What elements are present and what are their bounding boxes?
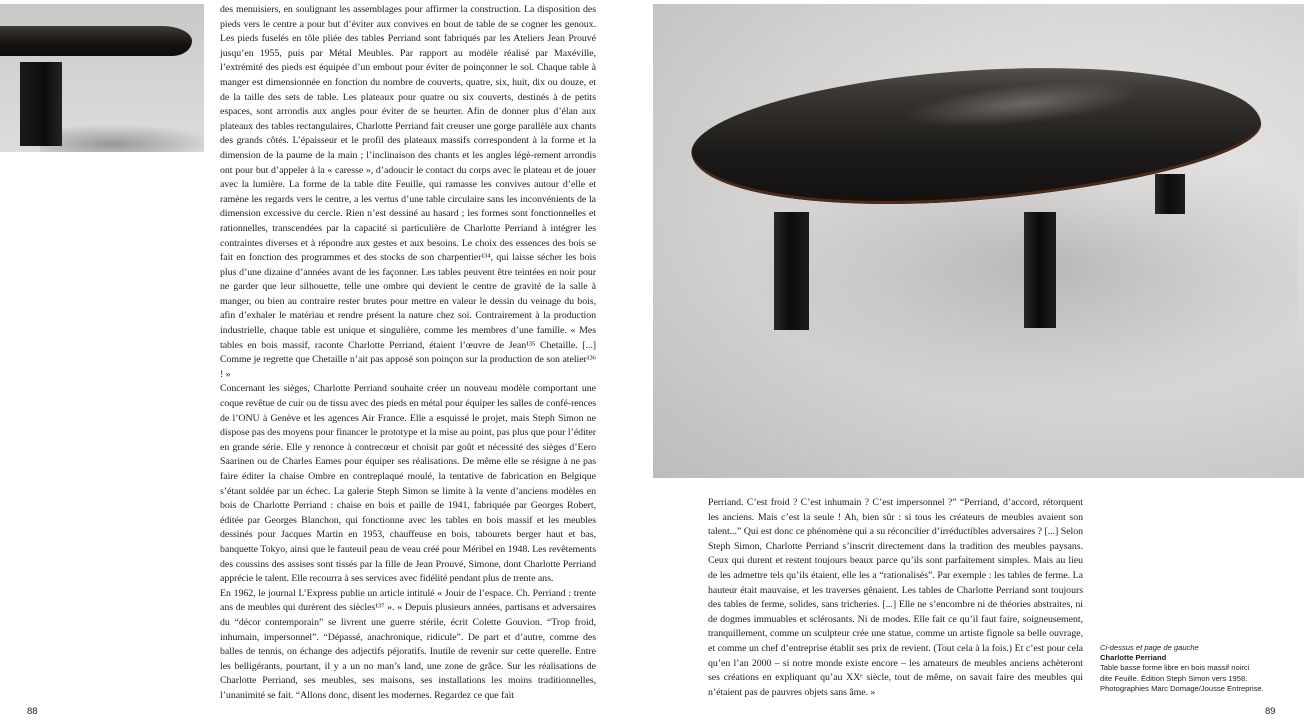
caption-line-1: Table basse forme libre en bois massif noirci [1100, 663, 1250, 673]
right-paragraph-1: Perriand. C’est froid ? C’est inhumain ? C’est impersonnel ?” “Perriand, d’accord, rétorquent les anciens. Mais c’est la seule ! Ah, bien sûr : si tous les créateurs de meubles avaient son talent...” Qui est donc ce phénomène qui a su réconcilier d’irréductibles adversaires ? [...] Selon Steph Simon, Charlotte Perriand s’inscrit directement dans la tradition des meubles paysans. Ceux qui durent et restent toujours beaux parce qu’ils sont parfaitement simples. Mais au lieu de les admettre tels qu’ils étaient, elle les a “rationalisés”. Par exemple : les tables de ferme. La hauteur était mauvaise, et les traverses gênaient. Les tables de Charlotte Perriand sont toujours des tables de ferme, solides, sans tricheries. [...] Elle ne s’encombre ni de théories abstraites, ni de dogmes immuables et sclérosants. Ni de modes. Elle fait ce qu’il faut faire, soigneusement, tranquillement, comme un sculpteur crée une statue, comme un artiste fignole sa belle ouvrage, et comme un chef d’entreprise établit ses prix de revient. (Tout cela à la fois.) Et c’est pour cela qu’en l’an 2000 – si notre monde existe encore – les amateurs de meubles anciens achèteront ses créations en expliquant qu’au XXᵉ siècle, tout de même, on savait faire des meubles qui n’étaient pas de pauvres objets sans âme. » [708, 497, 1083, 698]
photo-shadow [40, 124, 204, 152]
right-text-column [708, 496, 1083, 700]
page-number-right: 89 [1265, 706, 1276, 717]
feuille-table-photo [653, 4, 1304, 478]
table-leg-front-right [1024, 212, 1056, 328]
photo-table-foot [20, 62, 62, 146]
caption-context: Ci-dessus et page de gauche [1100, 643, 1199, 652]
caption-line-3: Photographies Marc Domage/Jousse Entreprise. [1100, 683, 1264, 693]
caption-line-2: dite Feuille. Édition Steph Simon vers 1958. [1100, 673, 1248, 683]
table-leg-front-left [774, 212, 809, 330]
photo-table-top [0, 26, 192, 56]
page-number-left: 88 [27, 706, 38, 717]
left-paragraph-2: Concernant les sièges, Charlotte Perriand souhaite créer un nouveau modèle comportant une coque revêtue de cuir ou de tissu avec des pieds en métal pour équiper les salles de confé-rences de l’ONU à Genève et les agences Air France. Elle a esquissé le projet, mais Steph Simon ne dispose pas des moyens pour financer le prototype et la mise au point, pas plus que pour l’éditer en grande série. Elle y renonce à contrecœur et choisit par goût et nécessité des sièges d’Eero Saarinen ou de Charles Eames pour équiper ses réalisations. De même elle se résigne à ne pas faire éditer la chaise Ombre en contreplaqué moulé, la tentative de fabrication en Belgique s’étant soldée par un échec. La galerie Steph Simon se limite à la vente d’anciens modèles en bois de Charlotte Perriand : chaise en bois et paille de 1941, fabriquée par Georges Robert, éditée par Georges Blanchon, qui fonctionne avec les tables en bois massif et les meubles dessinés pour Jacques Martin en 1953, chauffeuse en bois, tabourets berger haut et bas, banquette Tokyo, ainsi que le fauteuil peau de veau créé pour Méribel en 1948. Les revêtements des coussins des assises sont tissés par la fille de Jean Prouvé, Simone, dont Charlotte Perriand apprécie le talent. Elle recourra à ses services avec fidélité pendant plus de trente ans. [220, 383, 596, 585]
photo-caption [1100, 643, 1290, 694]
table-detail-photo [0, 4, 204, 152]
left-text-column [220, 3, 596, 704]
caption-designer: Charlotte Perriand [1100, 653, 1167, 663]
left-paragraph-3: En 1962, le journal L’Express publie un article intitulé « Jouir de l’espace. Ch. Perriand : trente ans de meubles qui durèrent des siècles¹³⁷ ». « Depuis plusieurs années, partisans et adversaires du “décor contemporain” se livrent une guerre stérile, écrit Colette Gouvion. “Trop froid, inhumain, impersonnel”. “Dépassé, anachronique, ridicule”. De part et d’autre, comme des balles de tennis, on échange des adjectifs péjoratifs. Inutile de revenir sur cette querelle. Entre les belligérants, pourtant, il y a un no man’s land, une zone de grâce. Sur les réalisations de Charlotte Perriand, ses meubles, ses maisons, ses installations les moins traditionnelles, l’unanimité se fait. “Allons donc, disent les modernes. Regardez ce que fait [220, 587, 596, 701]
table-leg-back [1155, 174, 1185, 214]
left-paragraph-1: des menuisiers, en soulignant les assemblages pour affirmer la construction. La disposition des pieds vers le centre a pour but d’éviter aux convives en bout de table de se cogner les genoux. Les pieds fuselés en tôle pliée des tables Perriand sont fabriqués par les Ateliers Jean Prouvé jusqu’en 1955, puis par Métal Meubles. Par rapport au modèle réalisé par Maxéville, l’extrémité des pieds est équipée d’un embout pour éviter de poinçonner le sol. Chaque table à manger est dimensionnée en fonction du nombre de couverts, quatre, six, huit, dix ou douze, et de la taille des sets de table. Les plateaux pour quatre ou six couverts, destinés à de petits espaces, sont arrondis aux angles pour éviter de se heurter. Afin de donner plus d’élan aux plateaux des tables rectangulaires, Charlotte Perriand fait creuser une gorge parallèle aux chants des grands côtés. L’épaisseur et le profil des plateaux massifs correspondent à la forme et la dimension de la paume de la main ; l’inclinaison des chants et les angles légè-rement arrondis ont pour but d’appeler à la « caresse », d’adoucir le contact du corps avec le plateau et de jouer avec la lumière. La forme de la table dite Feuille, qui ramasse les convives autour d’elle et ramène les regards vers le centre, a les vertus d’une table circulaire sans les inconvénients de la dimension excessive du cercle. Rien n’est dessiné au hasard ; les formes sont fonctionnelles et rationnelles, transcendées par la capacité si particulière de Charlotte Perriand à intégrer les contraintes diverses et à répondre aux gestes et aux besoins. Le choix des essences des bois se fait en fonction des programmes et des stocks de son charpentier¹³⁴, qui laisse sécher les bois plus d’une dizaine d’années avant de les façonner. Les tables peuvent être teintées en noir pour ne garder que leur silhouette, telle une ombre qui devient le centre de gravité de la salle à manger, ou bien au contraire rester brutes pour mettre en valeur le dessin du veinage du bois, afin d’exhaler le matériau et rendre présent la nature chez soi. Contrairement à la production industrielle, chaque table est unique et singulière, comme les membres d’une famille. « Mes tables en bois massif, raconte Charlotte Perriand, étaient l’œuvre de Jean¹³⁵ Chetaille. [...] Comme je regrette que Chetaille n’ait pas apposé son poinçon sur la production de son atelier¹³⁶ ! » [220, 4, 596, 380]
